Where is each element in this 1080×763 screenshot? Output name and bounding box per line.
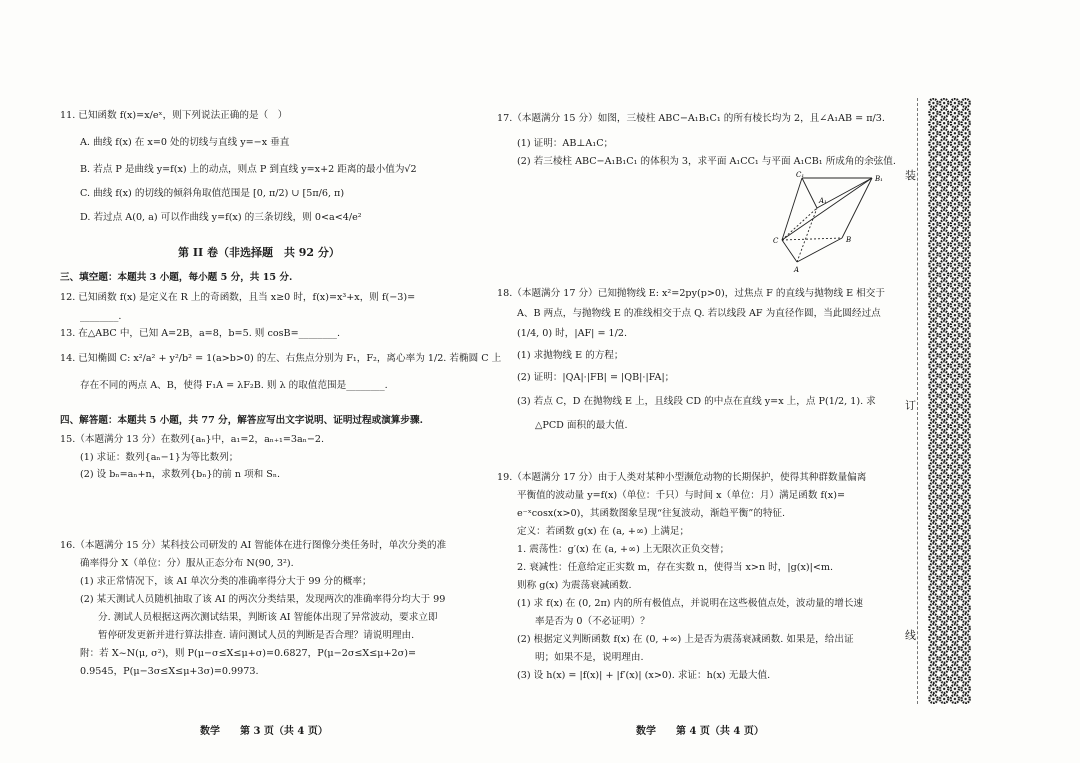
q19-part1-line1: (1) 求 f(x) 在 (0, 2π) 内的所有极值点，并说明在这些极值点处，波动量的增长速 xyxy=(517,598,864,609)
q19-line3: e⁻ˣcosx(x>0)，其函数图象呈现“往复波动，渐趋平衡”的特征. xyxy=(517,508,786,519)
q16-part2-line3: 暂停研发更新并进行算法排查. 请问测试人员的判断是否合理？请说明理由. xyxy=(98,630,415,641)
binding-char-xian: 线 xyxy=(905,625,916,645)
q15-stem: 15.（本题满分 13 分）在数列{aₙ}中，a₁=2，aₙ₊₁=3aₙ−2. xyxy=(60,434,325,445)
q19-part2-line2: 明；如果不是，说明理由. xyxy=(535,652,644,663)
label-c1: C₁ xyxy=(796,171,805,179)
binding-char-zhuang: 装 xyxy=(905,165,916,185)
label-b1: B₁ xyxy=(875,175,883,183)
q18-line1: 18.（本题满分 17 分）已知抛物线 E: x²=2py(p>0)，过焦点 F 的直线与抛物线 E 相交于 xyxy=(497,288,885,299)
q16-part2-line1: (2) 某天测试人员随机抽取了该 AI 的两次分类结果，发现两次的准确率得分均大于 99 xyxy=(80,594,446,605)
q15-part2: (2) 设 bₙ=aₙ+n，求数列{bₙ}的前 n 项和 Sₙ. xyxy=(80,469,281,480)
q15-part1: (1) 求证：数列{aₙ−1}为等比数列； xyxy=(80,452,239,463)
q11-stem: 11. 已知函数 f(x)=x/eˣ，则下列说法正确的是（ ） xyxy=(60,110,288,121)
q16-appendix-line2: 0.9545，P(μ−3σ≤X≤μ+3σ)=0.9973. xyxy=(80,666,259,677)
q17-stem: 17.（本题满分 15 分）如图，三棱柱 ABC−A₁B₁C₁ 的所有棱长均为 2，且∠A₁AB = π/3. xyxy=(497,113,885,124)
q11-option-a: A. 曲线 f(x) 在 x=0 处的切线与直线 y=−x 垂直 xyxy=(80,137,290,148)
q18-part2: (2) 证明：|QA|·|FB| = |QB|·|FA|； xyxy=(517,372,675,383)
q19-part2-line1: (2) 根据定义判断函数 f(x) 在 (0, +∞) 上是否为震荡衰减函数. 如果是，给出证 xyxy=(517,634,854,645)
section3-heading: 三、填空题：本题共 3 小题，每小题 5 分，共 15 分. xyxy=(60,272,293,283)
q18-line3: (1/4, 0) 时，|AF| = 1/2. xyxy=(517,328,628,339)
q19-definition: 定义：若函数 g(x) 在 (a, +∞) 上满足； xyxy=(517,526,690,537)
q19-def-2: 2. 衰减性：任意给定正实数 m，存在实数 n，使得当 x>n 时，|g(x)|<m. xyxy=(517,562,834,573)
label-a1: A₁ xyxy=(819,197,827,205)
label-c: C xyxy=(773,237,779,245)
q18-part3-line2: △PCD 面积的最大值. xyxy=(535,420,628,431)
q19-def-conclusion: 则称 g(x) 为震荡衰减函数. xyxy=(517,580,632,591)
binding-dashed-line xyxy=(917,98,918,704)
q13: 13. 在△ABC 中，已知 A=2B，a=8，b=5. 则 cosB=________. xyxy=(60,328,341,339)
q18-part3-line1: (3) 若点 C，D 在抛物线 E 上，且线段 CD 的中点在直线 y=x 上，点 P(1/2, 1). 求 xyxy=(517,396,876,407)
q12-line1: 12. 已知函数 f(x) 是定义在 R 上的奇函数，且当 x≥0 时，f(x)=x³+x，则 f(−3)= xyxy=(60,292,416,303)
q11-option-c: C. 曲线 f(x) 的切线的倾斜角取值范围是 [0, π/2) ∪ [5π/6, π) xyxy=(80,188,345,199)
q19-part3: (3) 设 h(x) = |f(x)| + |f′(x)| (x>0). 求证：h(x) 无最大值. xyxy=(517,670,771,681)
q12-line2: ________. xyxy=(80,311,122,322)
q17-part1: (1) 证明：AB⊥A₁C； xyxy=(517,138,614,149)
section4-heading: 四、解答题：本题共 5 小题，共 77 分，解答应写出文字说明、证明过程或演算步骤. xyxy=(60,415,423,426)
page-4-footer: 数学 第 4 页（共 4 页） xyxy=(636,726,764,737)
q18-line2: A、B 两点，与抛物线 E 的准线相交于点 Q. 若以线段 AF 为直径作圆，当此圆经过点 xyxy=(517,308,881,319)
page-3-footer: 数学 第 3 页（共 4 页） xyxy=(200,726,328,737)
prism-figure xyxy=(772,168,892,276)
binding-pattern-strip xyxy=(928,98,971,704)
q19-def-1: 1. 震荡性：g′(x) 在 (a, +∞) 上无限次正负交替； xyxy=(517,544,730,555)
q19-line2: 平衡值的波动量 y=f(x)（单位：千只）与时间 x（单位：月）满足函数 f(x)= xyxy=(517,490,845,501)
q14-line2: 存在不同的两点 A、B，使得 F₁A = λF₂B. 则 λ 的取值范围是________. xyxy=(80,380,388,391)
part2-title: 第 II 卷（非选择题 共 92 分） xyxy=(178,246,340,259)
q16-line1: 16.（本题满分 15 分）某科技公司研发的 AI 智能体在进行图像分类任务时，单次分类的准 xyxy=(60,540,447,551)
q19-line1: 19.（本题满分 17 分）由于人类对某种小型濒危动物的长期保护，使得其种群数量偏离 xyxy=(497,472,867,483)
q11-option-b: B. 若点 P 是曲线 y=f(x) 上的动点，则点 P 到直线 y=x+2 距离的最小值为√2 xyxy=(80,164,417,175)
q18-part1: (1) 求抛物线 E 的方程； xyxy=(517,350,624,361)
q17-part2: (2) 若三棱柱 ABC−A₁B₁C₁ 的体积为 3，求平面 A₁CC₁ 与平面 A₁CB₁ 所成角的余弦值. xyxy=(517,156,896,167)
q19-part1-line2: 率是否为 0（不必证明）？ xyxy=(535,616,650,627)
label-b: B xyxy=(846,236,852,244)
q16-line2: 确率得分 X（单位：分）服从正态分布 N(90, 3²). xyxy=(80,558,294,569)
q14-line1: 14. 已知椭圆 C: x²/a² + y²/b² = 1(a>b>0) 的左、右焦点分别为 F₁，F₂，离心率为 1/2. 若椭圆 C 上 xyxy=(60,353,502,364)
q16-appendix-line1: 附：若 X~N(μ, σ²)，则 P(μ−σ≤X≤μ+σ)=0.6827，P(μ−2σ≤X≤μ+2σ)= xyxy=(80,648,416,659)
q16-part2-line2: 分. 测试人员根据这两次测试结果，判断该 AI 智能体出现了异常波动，要求立即 xyxy=(98,612,438,623)
q16-part1: (1) 求正常情况下，该 AI 单次分类的准确率得分大于 99 分的概率； xyxy=(80,576,372,587)
label-a: A xyxy=(794,266,800,274)
q11-option-d: D. 若过点 A(0, a) 可以作曲线 y=f(x) 的三条切线，则 0<a<4/e² xyxy=(80,212,362,223)
binding-char-ding: 订 xyxy=(905,395,916,415)
